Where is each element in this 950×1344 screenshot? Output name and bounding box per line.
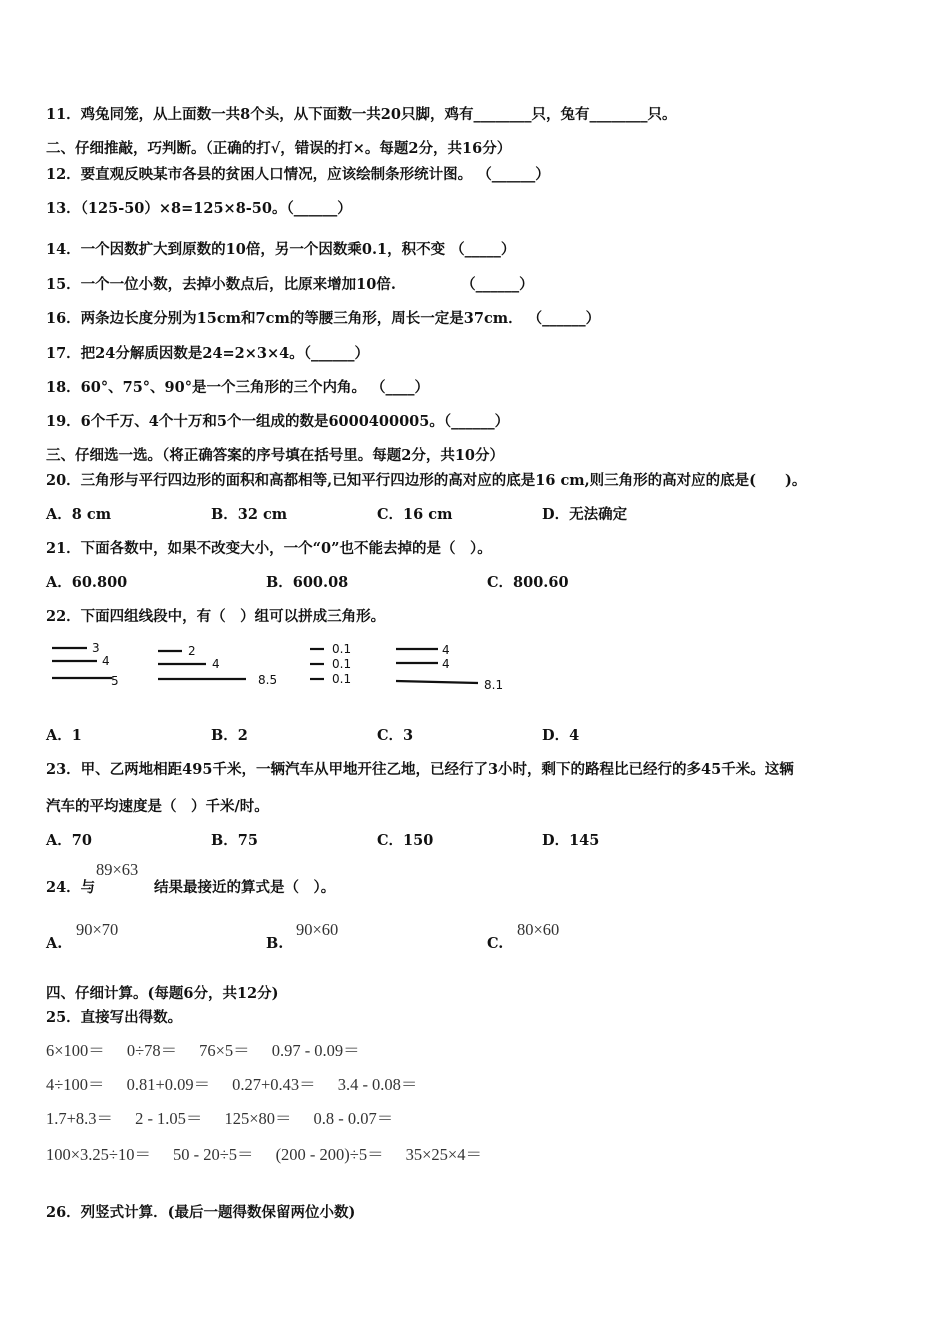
- q24-expression: 89×63: [96, 860, 139, 879]
- q22-option-a: A．1: [46, 727, 82, 744]
- fig4-label-3: 8.1: [484, 678, 504, 692]
- fig4-label-1: 4: [442, 643, 450, 657]
- calc-item: 3.4 - 0.08＝: [337, 1075, 418, 1094]
- segment-figures: [40, 636, 520, 700]
- calc-item: 1.7+8.3＝: [46, 1109, 114, 1128]
- q21-option-b: B．600.08: [266, 574, 349, 591]
- calc-item: 2 - 1.05＝: [135, 1109, 203, 1128]
- fig1-label-1: 3: [92, 641, 100, 655]
- fig2-label-2: 4: [212, 657, 220, 671]
- q24-option-c-label: C.: [487, 935, 504, 952]
- q20-option-c: C．16 cm: [377, 506, 453, 523]
- question-25: 25．直接写出得数。: [46, 1009, 183, 1026]
- fig2-label-3: 8.5: [258, 673, 278, 687]
- figure-group-2: [158, 644, 277, 687]
- calc-item: 35×25×4＝: [405, 1145, 482, 1164]
- fig3-label-3: 0.1: [332, 672, 352, 686]
- calc-item: 50 - 20÷5＝: [173, 1145, 254, 1164]
- q20-option-b: B．32 cm: [211, 506, 288, 523]
- section-4-heading: 四、仔细计算。(每题6分，共12分): [46, 985, 279, 1002]
- calc-row-2: [46, 1071, 439, 1095]
- question-23-line-1: 23．甲、乙两地相距495千米，一辆汽车从甲地开往乙地，已经行了3小时，剩下的路程比已经行的多45千米。这辆: [46, 761, 794, 778]
- question-12: 12．要直观反映某市各县的贫困人口情况，应该绘制条形统计图。 （______）: [46, 166, 550, 183]
- question-26: 26．列竖式计算．(最后一题得数保留两位小数): [46, 1204, 356, 1221]
- question-23-line-2: 汽车的平均速度是（ ）千米/时。: [46, 798, 269, 815]
- fig1-label-2: 4: [102, 654, 110, 668]
- q24-option-b-label: B.: [266, 935, 284, 952]
- calc-item: 4÷100＝: [46, 1075, 105, 1094]
- calc-row-3: [46, 1105, 415, 1129]
- calc-row-4: [46, 1141, 504, 1165]
- question-11: 11．鸡兔同笼，从上面数一共8个头，从下面数一共20只脚，鸡有________只，兔有________只。: [46, 106, 677, 123]
- q24-suffix: 结果最接近的算式是（ ）。: [154, 879, 336, 896]
- question-20: 20．三角形与平行四边形的面积和高都相等,已知平行四边形的高对应的底是16 cm,则三角形的高对应的底是( )。: [46, 472, 807, 489]
- q24-option-a-label: A.: [46, 935, 63, 952]
- q21-option-c: C．800.60: [487, 574, 569, 591]
- figure-group-1: [52, 641, 119, 688]
- question-14: 14．一个因数扩大到原数的10倍，另一个因数乘0.1，积不变 （_____）: [46, 241, 516, 258]
- q20-option-d: D．无法确定: [542, 506, 628, 523]
- question-16: 16．两条边长度分别为15cm和7cm的等腰三角形，周长一定是37cm． （______）: [46, 310, 601, 327]
- q21-option-a: A．60.800: [46, 574, 128, 591]
- q22-option-d: D．4: [542, 727, 580, 744]
- section-2-heading: 二、仔细推敲，巧判断。（正确的打√，错误的打×。每题2分，共16分）: [46, 140, 512, 157]
- q23-option-a: A．70: [46, 832, 92, 849]
- question-15: 15．一个一位小数，去掉小数点后，比原来增加10倍. （______）: [46, 276, 534, 293]
- fig4-label-2: 4: [442, 657, 450, 671]
- calc-row-1: [46, 1037, 382, 1061]
- q20-option-a: A．8 cm: [46, 506, 112, 523]
- q23-option-b: B．75: [211, 832, 258, 849]
- figure-group-4: [396, 643, 503, 692]
- question-17: 17．把24分解质因数是24=2×3×4。（______）: [46, 345, 369, 362]
- question-18: 18．60°、75°、90°是一个三角形的三个内角。 （____）: [46, 379, 430, 396]
- calc-item: 76×5＝: [199, 1041, 250, 1060]
- section-3-heading: 三、仔细选一选。（将正确答案的序号填在括号里。每题2分，共10分）: [46, 447, 505, 464]
- calc-item: 0.97 - 0.09＝: [271, 1041, 360, 1060]
- question-19: 19．6个千万、4个十万和5个一组成的数是6000400005。（______）: [46, 413, 510, 430]
- q24-option-c-expr: 80×60: [517, 920, 560, 939]
- q24-option-b-expr: 90×60: [296, 920, 339, 939]
- fig1-label-3: 5: [111, 674, 119, 688]
- fig2-label-1: 2: [188, 644, 196, 658]
- q22-option-c: C．3: [377, 727, 414, 744]
- calc-item: 0.27+0.43＝: [232, 1075, 316, 1094]
- q23-option-c: C．150: [377, 832, 434, 849]
- q23-option-d: D．145: [542, 832, 600, 849]
- q22-option-b: B．2: [211, 727, 248, 744]
- fig3-label-2: 0.1: [332, 657, 352, 671]
- question-13: 13．（125-50）×8=125×8-50。（______）: [46, 200, 352, 217]
- figure-group-3: [310, 642, 351, 686]
- calc-item: 0.8 - 0.07＝: [313, 1109, 394, 1128]
- question-22: 22．下面四组线段中，有（ ）组可以拼成三角形。: [46, 608, 386, 625]
- calc-item: 6×100＝: [46, 1041, 105, 1060]
- calc-item: (200 - 200)÷5＝: [275, 1145, 384, 1164]
- calc-item: 0÷78＝: [126, 1041, 178, 1060]
- calc-item: 125×80＝: [224, 1109, 292, 1128]
- calc-item: 100×3.25÷10＝: [46, 1145, 151, 1164]
- q24-option-a-expr: 90×70: [76, 920, 119, 939]
- question-21: 21．下面各数中，如果不改变大小，一个“0”也不能去掉的是（ ）。: [46, 540, 492, 557]
- q24-prefix: 24．与: [46, 879, 96, 896]
- calc-item: 0.81+0.09＝: [126, 1075, 211, 1094]
- fig3-label-1: 0.1: [332, 642, 352, 656]
